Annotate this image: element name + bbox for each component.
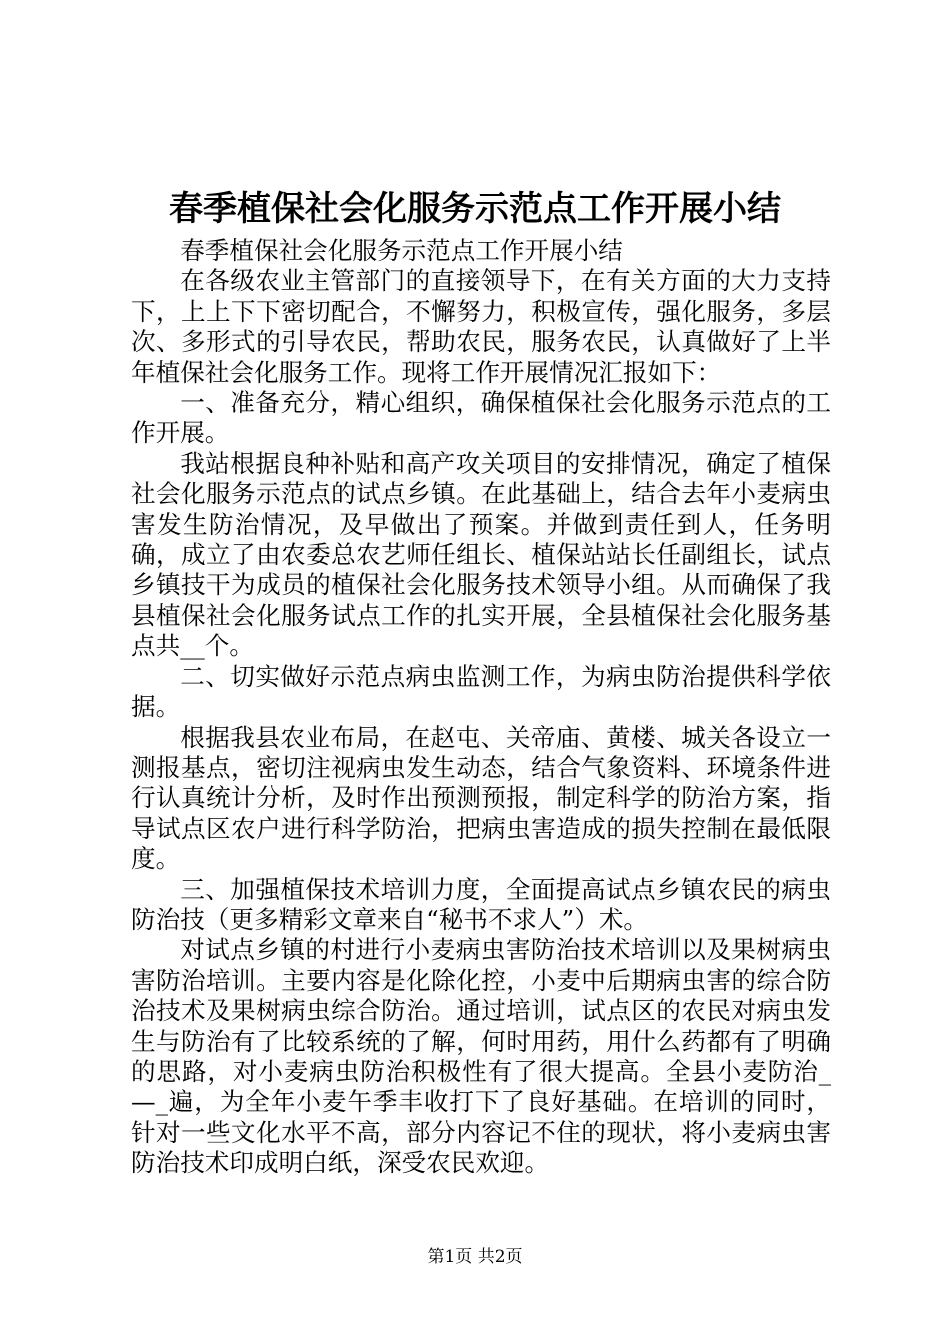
paragraph-section-1: 我站根据良种补贴和高产攻关项目的安排情况，确定了植保社会化服务示范点的试点乡镇。在此基础上，结合去年小麦病虫害发生防治情况，及早做出了预案。并做到责任到人，任务明确，成立了由农委总农艺师任组长、植保站站长任副组长，试点乡镇技干为成员的植保社会化服务技术领导小组。从而确保了我县植保社会化服务试点工作的扎实开展，全县植保社会化服务基点共__个。 <box>131 448 831 661</box>
paragraph-section-2: 根据我县农业布局，在赵屯、关帝庙、黄楼、城关各设立一测报基点，密切注视病虫发生动态，结合气象资料、环境条件进行认真统计分析，及时作出预测预报，制定科学的防治方案，指导试点区农户进行科学防治，把病虫害造成的损失控制在最低限度。 <box>131 722 831 874</box>
page-footer: 第1页 共2页 <box>427 1247 523 1267</box>
document-title: 春季植保社会化服务示范点工作开展小结 <box>169 189 781 229</box>
section-heading-3: 三、加强植保技术培训力度，全面提高试点乡镇农民的病虫防治技（更多精彩文章来自“秘书不求人”）术。 <box>131 874 831 934</box>
section-heading-2: 二、切实做好示范点病虫监测工作，为病虫防治提供科学依据。 <box>131 661 831 722</box>
section-heading-1: 一、准备充分，精心组织，确保植保社会化服务示范点的工作开展。 <box>131 388 831 448</box>
document-body <box>131 236 831 1179</box>
paragraph-intro: 在各级农业主管部门的直接领导下，在有关方面的大力支持下，上上下下密切配合，不懈努力，积极宣传，强化服务，多层次、多形式的引导农民，帮助农民，服务农民，认真做好了上半年植保社会化服务工作。现将工作开展情况汇报如下： <box>131 266 831 387</box>
paragraph-subtitle: 春季植保社会化服务示范点工作开展小结 <box>180 236 623 265</box>
paragraph-section-3: 对试点乡镇的村进行小麦病虫害防治技术培训以及果树病虫害防治培训。主要内容是化除化控，小麦中后期病虫害的综合防治技术及果树病虫综合防治。通过培训，试点区的农民对病虫发生与防治有了比较系统的了解，何时用药，用什么药都有了明确的思路，对小麦病虫防治积极性有了很大提高。全县小麦防治_—_遍，为全年小麦午季丰收打下了良好基础。在培训的同时，针对一些文化水平不高，部分内容记不住的现状，将小麦病虫害防治技术印成明白纸，深受农民欢迎。 <box>131 935 831 1178</box>
